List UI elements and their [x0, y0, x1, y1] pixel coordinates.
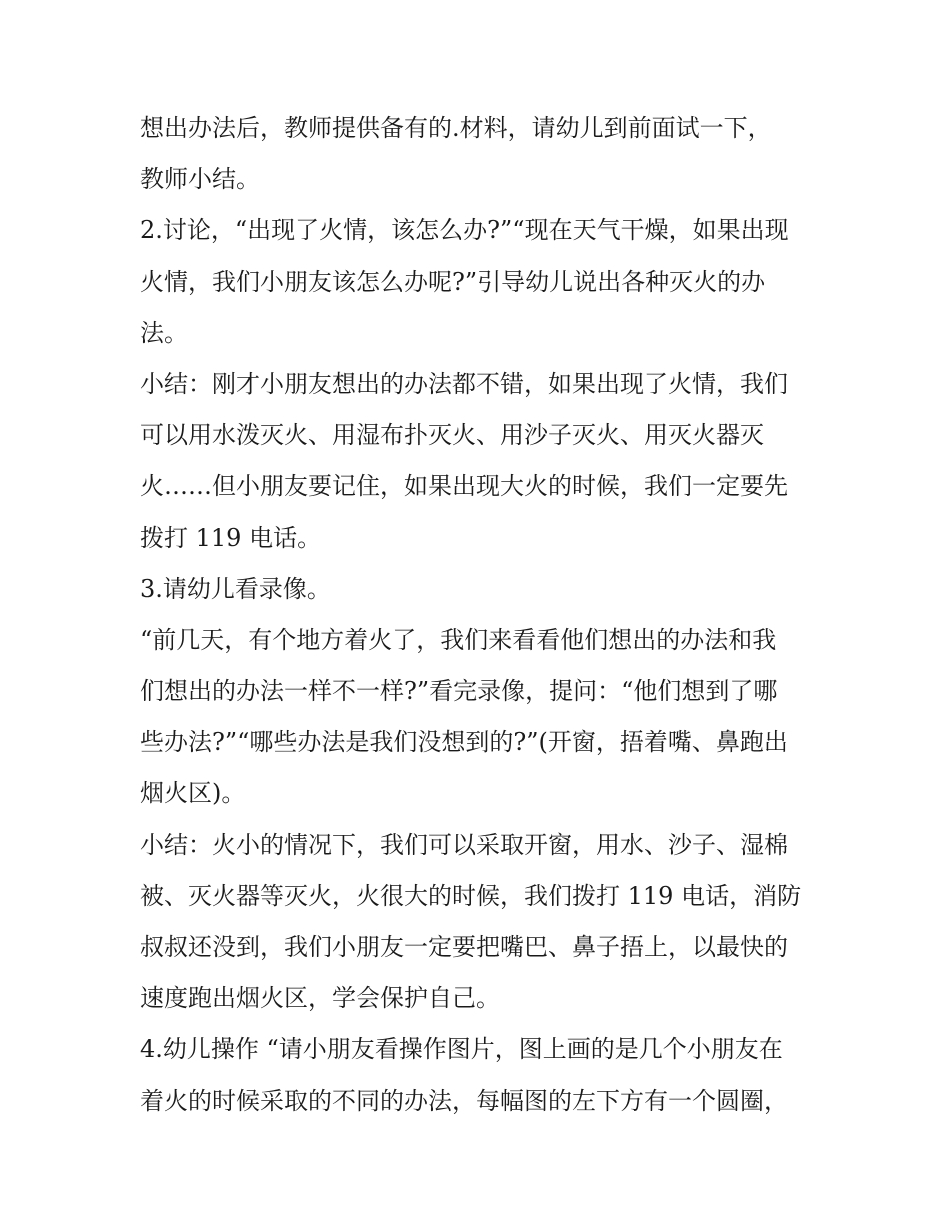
text-line: 速度跑出烟火区，学会保护自己。: [140, 984, 500, 1013]
text-line: 着火的时候采取的不同的办法，每幅图的左下方有一个圆圈，: [140, 1086, 788, 1115]
text-line: 可以用水泼灭火、用湿布扑灭火、用沙子灭火、用灭火器灭: [140, 421, 764, 450]
text-line: 被、灭火器等灭火，火很大的时候，我们拨打 119 电话，消防: [140, 881, 802, 910]
text-line: 叔叔还没到，我们小朋友一定要把嘴巴、鼻子捂上，以最快的: [140, 933, 788, 961]
document-body: [140, 103, 830, 1127]
text-line: 4.幼儿操作 “请小朋友看操作图片，图上画的是几个小朋友在: [140, 1035, 783, 1064]
text-line: 烟火区)。: [140, 779, 246, 808]
text-line: 想出办法后，教师提供备有的.材料，请幼儿到前面试一下，: [140, 114, 772, 142]
text-line: “前几天，有个地方着火了，我们来看看他们想出的办法和我: [140, 625, 777, 654]
text-line: 拨打 119 电话。: [140, 523, 322, 552]
text-line: 2.讨论，“出现了火情，该怎么办?”“现在天气干燥，如果出现: [140, 216, 789, 245]
text-line: 火情，我们小朋友该怎么办呢?”引导幼儿说出各种灭火的办: [140, 267, 766, 296]
text-line: 们想出的办法一样不一样?”看完录像，提问：“他们想到了哪: [140, 677, 778, 706]
text-line: 小结：刚才小朋友想出的办法都不错，如果出现了火情，我们: [140, 369, 788, 398]
text-line: 3.请幼儿看录像。: [140, 574, 331, 603]
text-line: 火……但小朋友要记住，如果出现大火的时候，我们一定要先: [140, 472, 788, 501]
text-line: 小结：火小的情况下，我们可以采取开窗，用水、沙子、湿棉: [140, 830, 788, 859]
text-line: 些办法?”“哪些办法是我们没想到的?”(开窗，捂着嘴、鼻跑出: [140, 728, 788, 757]
text-line: 法。: [140, 318, 188, 347]
text-line: 教师小结。: [140, 165, 260, 194]
